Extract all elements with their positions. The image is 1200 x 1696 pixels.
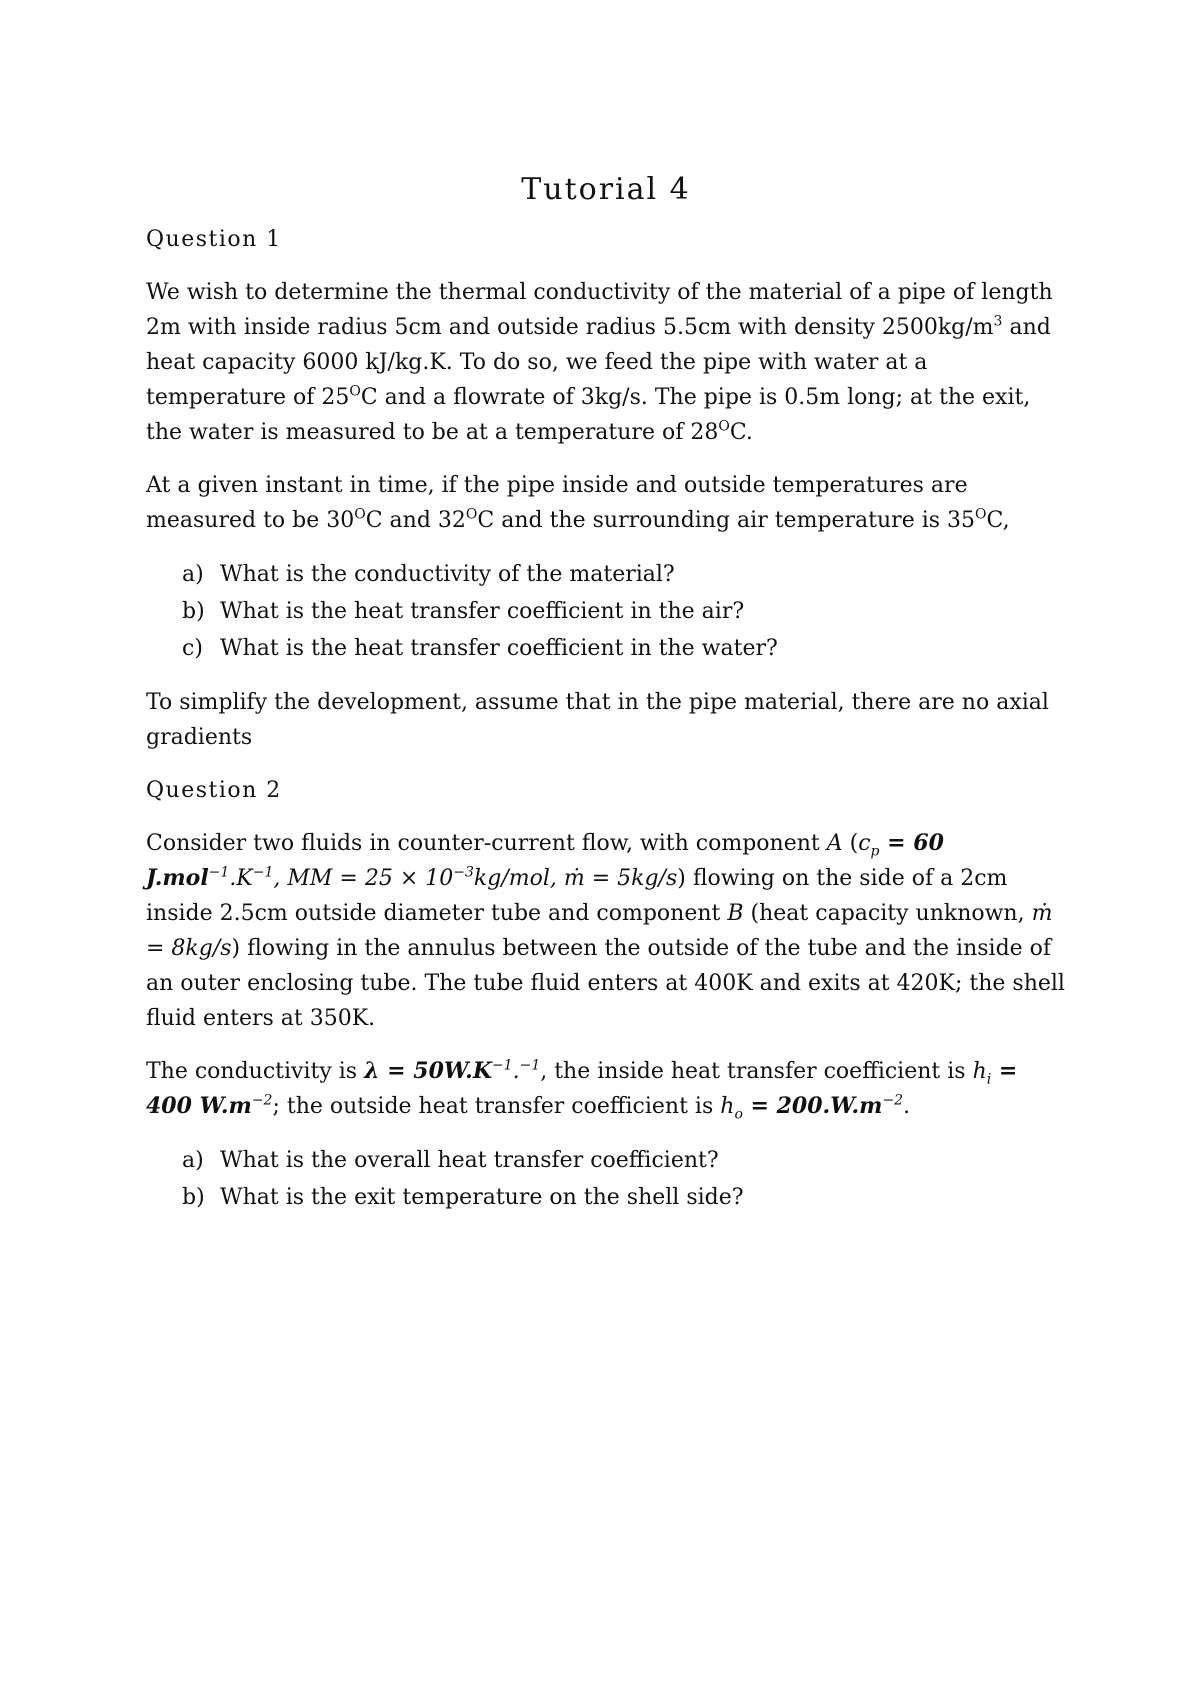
question-2-paragraph-1: Consider two fluids in counter-current flow, with component A ($c_p = 60$ $J.mol^{-1}.K^{-1}$, MM = $25 \times 10^{-3}kg$/mol, ṁ = 5kg/s) flowing on the side of a 2cm inside 2.5cm outside diameter tube and component B (heat capacity unknown, ṁ = 8kg/s) flowing in the annulus between the outside of the tube and the inside of an outer enclosing tube. The tube fluid enters at 400K and exits at 420K; the shell fluid enters at 350K. xyxy=(146,830,1065,1031)
question-2-heading: Question 2 xyxy=(146,778,282,803)
page-title: Tutorial 4 xyxy=(521,172,691,207)
list-item: a) What is the conductivity of the material? xyxy=(182,562,675,587)
question-1-heading: Question 1 xyxy=(146,227,282,252)
list-item: c) What is the heat transfer coefficient in the water? xyxy=(182,636,778,661)
list-item: b) What is the exit temperature on the shell side? xyxy=(182,1185,744,1210)
list-item: b) What is the heat transfer coefficient in the air? xyxy=(182,599,745,624)
question-1-paragraph-2: At a given instant in time, if the pipe inside and outside temperatures are measured to be $30^OC$ and $32^OC$ and the surrounding air temperature is $35^OC$, xyxy=(146,473,1010,533)
document-page xyxy=(146,170,1066,1234)
question-2-paragraph-2: The conductivity is $\lambda = 50W.K^{-1}.^{-1}$, the inside heat transfer coefficient is $h_i = 400$ $W.m^{-2}$; the outside heat transfer coefficient is $h_o = 200.W.m^{-2}$. xyxy=(146,1057,1018,1123)
question-1-paragraph-3: To simplify the development, assume that in the pipe material, there are no axial gradients xyxy=(146,690,1049,750)
question-1-subquestions xyxy=(146,556,1066,667)
question-1-paragraph-1: We wish to determine the thermal conductivity of the material of a pipe of length 2m with inside radius 5cm and outside radius 5.5cm with density $2500kg/m^3$ and heat capacity 6000 kJ/kg.K. To do so, we feed the pipe with water at a temperature of $25^OC$ and a flowrate of 3kg/s. The pipe is 0.5m long; at the exit, the water is measured to be at a temperature of $28^OC$. xyxy=(146,280,1053,445)
question-2-subquestions xyxy=(146,1142,1066,1216)
list-item: a) What is the overall heat transfer coefficient? xyxy=(182,1148,719,1173)
